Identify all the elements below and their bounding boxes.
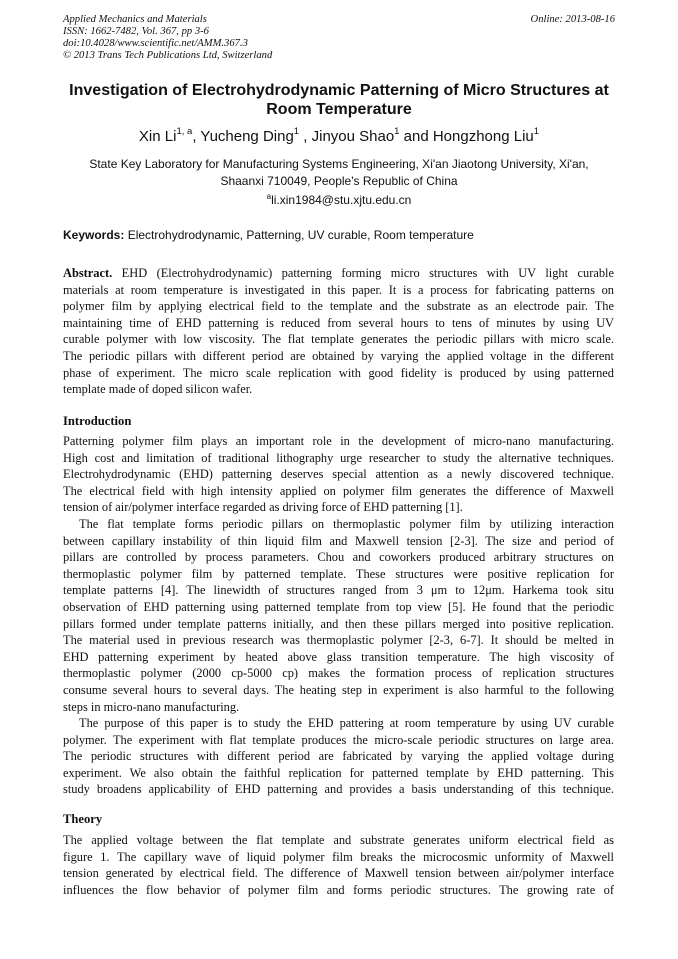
text-line	[63, 732, 614, 749]
text-line	[63, 348, 614, 365]
text-line	[63, 632, 614, 649]
author-sup: 1	[293, 126, 300, 137]
line-text: template patterns [4]. The linewidth of structures ranged from 3 μm to 12μm. Harkema took situ	[63, 583, 614, 598]
title-line: Investigation of Electrohydrodynamic Patterning of Micro Structures at	[69, 82, 609, 99]
text-line	[63, 849, 614, 866]
email	[0, 193, 678, 207]
text-line	[63, 882, 614, 899]
line-text: pillars are controlled by process parameters. Chou and coworkers produced arbitrary structures on	[63, 550, 614, 565]
text-line	[63, 466, 614, 483]
text-line	[63, 533, 614, 550]
line-text: Electrohydrodynamic (EHD) patterning deserves special attention as a newly discovered technique.	[63, 467, 614, 482]
affiliation	[40, 156, 638, 190]
doi: doi:10.4028/www.scientific.net/AMM.367.3	[63, 38, 248, 49]
text-line	[63, 599, 614, 616]
text-line	[63, 483, 614, 500]
author-sup: 1	[394, 126, 400, 137]
paper-title	[40, 81, 638, 119]
authors	[0, 127, 678, 146]
line-text: High cost and limitation of traditional lithography urge researcher to study the alternative techniques.	[63, 450, 614, 465]
sep: and	[399, 128, 433, 145]
introduction-heading: Introduction	[63, 414, 132, 428]
line-text: The periodic pillars with different period are obtained by varying the applied voltage in the different	[63, 348, 614, 363]
text-line	[63, 516, 614, 533]
line-text: template made of doped silicon wafer.	[63, 382, 253, 397]
line-text: consume several hours to several days. The heating step in experiment is also harmful to the following	[63, 682, 614, 697]
line-text: thermoplastic polymer film by patterned template. These structures were positive replication for	[63, 566, 614, 581]
line-text: figure 1. The capillary wave of liquid polymer film breaks the microcosmic unformity of Maxwell	[63, 849, 614, 864]
issn: ISSN: 1662-7482, Vol. 367, pp 3-6	[63, 26, 209, 37]
line-text: steps in micro-nano manufacturing.	[63, 699, 240, 714]
journal-info	[63, 14, 272, 62]
line-text: polymer film by applying electrical field to the template and the substrate as an electrode pair. The	[63, 299, 614, 314]
text-line	[63, 715, 614, 732]
author-sup: 1, a	[176, 126, 193, 137]
text-line	[63, 265, 614, 282]
text-line	[63, 748, 614, 765]
text-line	[63, 699, 614, 716]
text-line	[63, 282, 614, 299]
line-text: influences the flow behavior of polymer film and forms periodic structures. The growing rate of	[63, 882, 614, 897]
text-line	[63, 682, 614, 699]
line-text: thermoplastic polymer (2000 cp-5000 cp) makes the formation process of replication structures	[63, 666, 614, 681]
line-text: The electrical field with high intensity applied on polymer film generates the difference of Maxwell	[63, 483, 614, 498]
line-text: tension generated by electrical field. The difference of Maxwell tension between air/polymer interface	[63, 866, 614, 881]
text-line	[63, 781, 614, 798]
affiliation-line: Shaanxi 710049, People's Republic of China	[220, 174, 458, 188]
line-text: The periodic structures with different period are fabricated by varying the applied voltage during	[63, 749, 614, 764]
copyright: © 2013 Trans Tech Publications Ltd, Switzerland	[63, 50, 273, 61]
text-line	[63, 665, 614, 682]
author: Xin Li	[138, 128, 177, 145]
text-line	[63, 381, 614, 398]
sep: ,	[299, 128, 312, 145]
line-text: EHD (Electrohydrodynamic) patterning forming micro structures with UV light curable	[112, 266, 614, 280]
journal-name: Applied Mechanics and Materials	[63, 14, 207, 25]
text-line	[63, 450, 614, 467]
keywords	[63, 228, 474, 242]
introduction-body	[63, 433, 614, 798]
text-line	[63, 433, 614, 450]
author: Hongzhong Liu	[432, 128, 534, 145]
text-line	[63, 566, 614, 583]
line-text: The material used in previous research was thermoplastic polymer [2-3, 6-7]. It should be melted in	[63, 633, 614, 648]
line-text: between capillary instability of thin liquid film and Maxwell tension [2-3]. The size and period of	[63, 533, 614, 548]
text-line	[63, 765, 614, 782]
abstract-label: Abstract.	[63, 266, 113, 280]
line-text: pillars formed under template patterns initially, and then these pillars merged into positive replication.	[63, 616, 614, 631]
author-sup: 1	[533, 126, 540, 137]
text-line	[63, 582, 614, 599]
text-line	[63, 865, 614, 882]
sep: ,	[192, 128, 201, 145]
line-text: materials at room temperature is investigated in this paper. It is a process for fabricating patterns on	[63, 282, 614, 297]
line-text: The purpose of this paper is to study the EHD pattering at room temperature by using UV curable	[79, 716, 614, 731]
line-text: The applied voltage between the flat template and substrate generates uniform electrical field as	[63, 833, 614, 847]
text-line	[63, 832, 614, 849]
text-line	[63, 331, 614, 348]
line-text: Patterning polymer film plays an important role in the development of micro-nano manufacturing.	[63, 434, 614, 448]
text-line	[63, 549, 614, 566]
text-line	[63, 649, 614, 666]
line-text: study broadens applicability of EHD patterning and provides a basis understanding of this technique.	[63, 782, 614, 797]
keywords-label: Keywords:	[63, 228, 125, 242]
author: Yucheng Ding	[200, 128, 294, 145]
text-line	[63, 616, 614, 633]
text-line	[63, 298, 614, 315]
text-line	[63, 365, 614, 382]
keywords-text: Electrohydrodynamic, Patterning, UV curable, Room temperature	[124, 228, 474, 242]
line-text: phase of experiment. The micro scale replication with good fidelity is produced by using patterned	[63, 365, 614, 380]
theory-body	[63, 832, 614, 898]
line-text: EHD patterning experiment by heated above glass transition temperature. The high viscosity of	[63, 649, 614, 664]
email-address[interactable]: li.xin1984@stu.xjtu.edu.cn	[271, 193, 412, 207]
abstract	[63, 265, 614, 398]
line-text: polymer. The experiment with flat template produces the micro-scale periodic structures on large area.	[63, 732, 614, 747]
online-date: Online: 2013-08-16	[530, 14, 615, 25]
email-sup: a	[266, 192, 272, 201]
author: Jinyou Shao	[311, 128, 395, 145]
theory-heading: Theory	[63, 812, 103, 826]
line-text: maintaining time of EHD patterning is reduced from several hours to tens of minutes by using UV	[63, 315, 614, 330]
line-text: experiment. We also obtain the faithful replication for patterned template by EHD patterning. This	[63, 765, 614, 780]
text-line	[63, 315, 614, 332]
affiliation-line: State Key Laboratory for Manufacturing Systems Engineering, Xi'an Jiaotong University, Xi'an,	[89, 157, 589, 171]
line-text: observation of EHD patterning using patterned template from top view [5]. He found that the periodic	[63, 599, 614, 614]
text-line	[63, 499, 614, 516]
line-text: tension of air/polymer interface regarded as driving force of EHD patterning [1].	[63, 500, 463, 515]
line-text: The flat template forms periodic pillars on thermoplastic polymer film by utilizing interaction	[79, 516, 614, 531]
line-text: curable polymer with low viscosity. The flat template generates the periodic pillars with micro scale.	[63, 332, 614, 347]
title-line: Room Temperature	[266, 101, 412, 118]
